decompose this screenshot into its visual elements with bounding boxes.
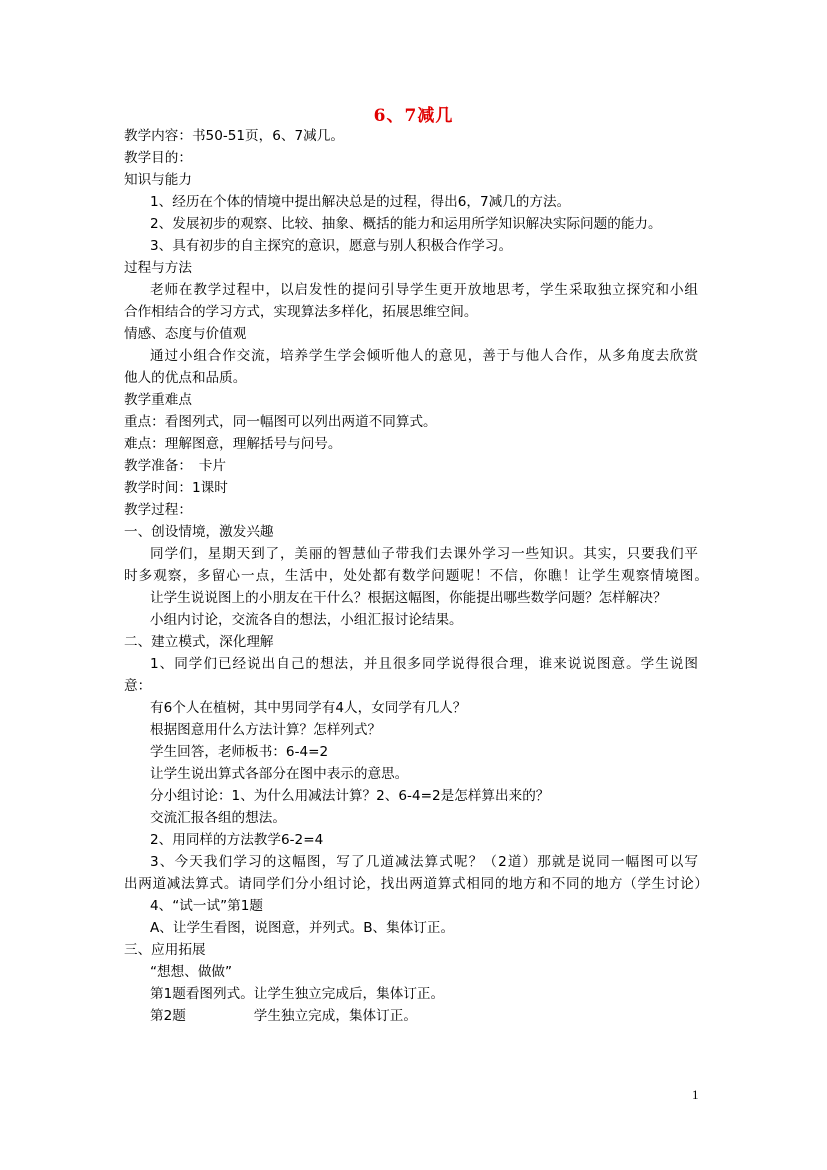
- text-line: A、让学生看图，说图意，并列式。B、集体订正。: [150, 920, 455, 936]
- text-line: 意：: [124, 678, 152, 694]
- text-line: 出两道减法算式。请同学们分小组讨论，找出两道算式相同的地方和不同的地方（学生讨论）: [124, 876, 708, 892]
- text-line: 让学生说出算式各部分在图中表示的意思。: [150, 766, 409, 782]
- page-number: 1: [692, 1087, 699, 1102]
- text-line: 教学时间：1课时: [124, 480, 228, 496]
- text-line: 交流汇报各组的想法。: [150, 810, 286, 826]
- text-line: 有6个人在植树，其中男同学有4人，女同学有几人？: [150, 700, 467, 716]
- text-line: 教学目的：: [124, 150, 192, 166]
- text-line: 2、发展初步的观察、比较、抽象、概括的能力和运用所学知识解决实际问题的能力。: [150, 216, 662, 232]
- text-line: 1、同学们已经说出自己的想法，并且很多同学说得很合理，谁来说说图意。学生说图: [150, 656, 698, 672]
- text-line: 4、“试一试”第1题: [150, 898, 263, 914]
- text-line: 2、用同样的方法教学6-2=4: [150, 832, 324, 848]
- text-line: 情感、态度与价值观: [124, 326, 247, 342]
- text-line: 3、具有初步的自主探究的意识，愿意与别人积极合作学习。: [150, 238, 513, 254]
- text-line: 小组内讨论，交流各自的想法，小组汇报讨论结果。: [150, 612, 463, 628]
- text-line: 通过小组合作交流，培养学生学会倾听他人的意见，善于与他人合作，从多角度去欣赏: [150, 348, 698, 364]
- text-line: 根据图意用什么方法计算？怎样列式？: [150, 722, 382, 738]
- text-line: 让学生说说图上的小朋友在干什么？根据这幅图，你能提出哪些数学问题？怎样解决？: [150, 590, 667, 606]
- text-line: 第1题看图列式。让学生独立完成后，集体订正。: [150, 986, 445, 1002]
- text-line: 教学重难点: [124, 392, 192, 408]
- text-line: 重点：看图列式，同一幅图可以列出两道不同算式。: [124, 414, 437, 430]
- text-line: 学生回答，老师板书：6-4=2: [150, 744, 329, 760]
- text-line: 二、建立模式，深化理解: [124, 634, 274, 650]
- text-line: 第2题 学生独立完成，集体订正。: [150, 1008, 417, 1024]
- text-line: 教学过程：: [124, 502, 192, 518]
- text-line: 教学内容：书50-51页，6、7减几。: [124, 128, 344, 144]
- text-line: 3、今天我们学习的这幅图，写了几道减法算式呢？（2道）那就是说同一幅图可以写: [150, 854, 698, 870]
- text-line: 时多观察，多留心一点，生活中，处处都有数学问题呢！不信，你瞧！让学生观察情境图。: [124, 568, 708, 584]
- text-line: 一、创设情境，激发兴趣: [124, 524, 274, 540]
- text-line: “想想、做做”: [150, 964, 233, 980]
- text-line: 合作相结合的学习方式，实现算法多样化，拓展思维空间。: [124, 304, 478, 320]
- text-line: 过程与方法: [124, 260, 192, 276]
- text-line: 老师在教学过程中，以启发性的提问引导学生更开放地思考，学生采取独立探究和小组: [150, 282, 698, 298]
- text-line: 同学们，星期天到了，美丽的智慧仙子带我们去课外学习一些知识。其实，只要我们平: [150, 546, 698, 562]
- text-line: 他人的优点和品质。: [124, 370, 247, 386]
- text-line: 三、应用拓展: [124, 942, 206, 958]
- text-line: 难点：理解图意，理解括号与问号。: [124, 436, 342, 452]
- text-line: 1、经历在个体的情境中提出解决总是的过程，得出6，7减几的方法。: [150, 194, 571, 210]
- document-title: 6、7减几: [373, 106, 454, 126]
- text-line: 知识与能力: [124, 172, 192, 188]
- text-line: 分小组讨论：1、为什么用减法计算？2、6-4=2是怎样算出来的？: [150, 788, 550, 804]
- text-line: 教学准备： 卡片: [124, 458, 226, 474]
